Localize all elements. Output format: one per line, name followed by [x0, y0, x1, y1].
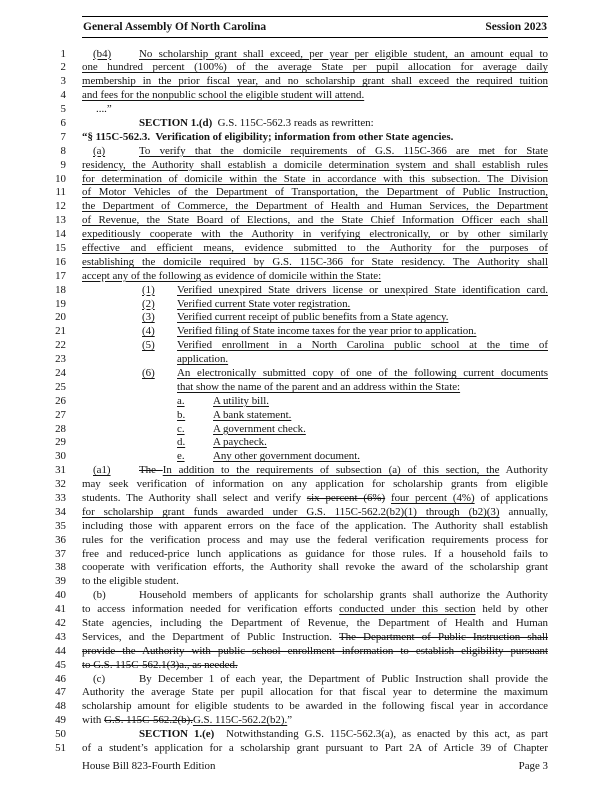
text-line — [0, 436, 612, 450]
text-line — [0, 89, 612, 103]
line-number: 21 — [55, 325, 66, 338]
text-line — [0, 728, 612, 742]
line-text — [213, 436, 548, 450]
list-marker: (2) — [142, 297, 155, 310]
bold-text: “§ 115C-562.3. Verification of eligibility; information from other State agencies. — [82, 130, 454, 143]
line-number: 1 — [60, 47, 66, 60]
line-number: 49 — [55, 714, 66, 727]
list-marker: e. — [177, 450, 185, 463]
inserted-text: establishing the domicile required by G.S. 115C-366 for State residency. The Authority shall — [82, 255, 548, 268]
page-header — [82, 16, 548, 38]
inserted-text: residency, the Authority shall establish a domicile determination system and shall establish rules — [82, 158, 548, 171]
line-text — [96, 103, 548, 117]
plain-text: G.S. 115C-562.3 reads as rewritten: — [212, 116, 374, 129]
line-number: 46 — [55, 672, 66, 685]
inserted-text: A bank statement. — [213, 408, 292, 421]
line-text — [139, 464, 548, 478]
plain-text: free and reduced-price lunch applications as guidance for those rules. If a household fails to — [82, 547, 548, 560]
text-line — [0, 395, 612, 409]
plain-text: Services, and the Department of Public Instruction. — [82, 630, 340, 643]
line-number: 34 — [55, 505, 66, 518]
text-line — [0, 659, 612, 673]
line-number: 28 — [55, 422, 66, 435]
line-text — [82, 173, 548, 187]
text-line — [0, 478, 612, 492]
text-line — [0, 603, 612, 617]
text-line — [0, 242, 612, 256]
deleted-text: G.S. 115C-562.2(b). — [104, 714, 193, 727]
list-marker: (3) — [142, 311, 155, 324]
text-line — [0, 256, 612, 270]
list-marker: a. — [177, 394, 185, 407]
line-text — [82, 200, 548, 214]
plain-text: with — [82, 714, 105, 727]
list-marker: (c) — [93, 672, 106, 685]
line-text — [82, 256, 548, 270]
inserted-text: Verified enrollment in a North Carolina public school at the time of — [177, 339, 548, 352]
plain-text: including those with apparent errors on the face of the application. The Authority shall establish — [82, 519, 548, 532]
line-text — [82, 506, 548, 520]
text-line — [0, 534, 612, 548]
inserted-text: application. — [177, 353, 229, 366]
list-marker: (b4) — [93, 47, 112, 60]
inserted-text: of Motor Vehicles of the Department of Transportation, the Department of Public Instruction, — [82, 186, 548, 199]
list-marker: d. — [177, 436, 186, 449]
text-line — [0, 631, 612, 645]
plain-text: By December 1 of each year, the Department of Public Instruction shall provide the — [139, 672, 548, 685]
line-number: 17 — [55, 269, 66, 282]
plain-text: annually, — [499, 505, 548, 518]
header-session: Session 2023 — [485, 21, 547, 33]
line-number: 13 — [55, 214, 66, 227]
line-text — [213, 395, 548, 409]
line-text — [82, 548, 548, 562]
line-text — [139, 673, 548, 687]
line-number: 42 — [55, 617, 66, 630]
inserted-text: Verified unexpired State drivers license or unexpired State identification card. — [177, 283, 548, 296]
line-text — [177, 311, 548, 325]
line-text — [139, 589, 548, 603]
text-line — [0, 423, 612, 437]
plain-text: Authority the average State per pupil allocation for that fiscal year to determine the maximum — [82, 686, 548, 699]
text-line — [0, 311, 612, 325]
line-number: 43 — [55, 630, 66, 643]
line-text — [213, 423, 548, 437]
line-number: 3 — [60, 75, 66, 88]
list-marker: (5) — [142, 339, 155, 352]
list-marker: (1) — [142, 283, 155, 296]
text-line — [0, 673, 612, 687]
text-line — [0, 450, 612, 464]
line-text — [82, 270, 548, 284]
line-text — [213, 450, 548, 464]
plain-text: to the eligible student. — [82, 575, 179, 588]
line-text — [177, 325, 548, 339]
inserted-text: of Revenue, the State Board of Elections, and the State Chief Information Officer each shall — [82, 214, 548, 227]
line-text — [177, 381, 548, 395]
line-number: 8 — [60, 144, 66, 157]
text-line — [0, 270, 612, 284]
inserted-text: accept any of the following as evidence of domicile within the State: — [82, 269, 382, 282]
line-text — [82, 686, 548, 700]
line-number: 12 — [55, 200, 66, 213]
deleted-text: to G.S. 115C-562.1(3)a., as needed. — [82, 658, 238, 671]
line-text — [82, 561, 548, 575]
inserted-text: four percent (4%) — [390, 492, 475, 504]
line-text — [82, 714, 548, 728]
line-text — [82, 214, 548, 228]
deleted-text: The Department of Public Instruction shall — [339, 630, 548, 643]
text-line — [0, 200, 612, 214]
text-line — [0, 117, 612, 131]
line-text — [82, 131, 548, 145]
line-number: 45 — [55, 658, 66, 671]
text-line — [0, 103, 612, 117]
text-line — [0, 339, 612, 353]
line-number: 50 — [55, 728, 66, 741]
inserted-text: A utility bill. — [213, 394, 269, 407]
text-line — [0, 492, 612, 506]
text-line — [0, 186, 612, 200]
line-number: 48 — [55, 700, 66, 713]
plain-text: ” — [287, 714, 293, 727]
line-text — [177, 284, 548, 298]
line-number: 5 — [60, 103, 66, 116]
line-number: 32 — [55, 478, 66, 491]
text-line — [0, 617, 612, 631]
inserted-text: Verified filing of State income taxes for the year prior to application. — [177, 325, 477, 338]
text-line — [0, 228, 612, 242]
list-marker: (4) — [142, 325, 155, 338]
text-line — [0, 145, 612, 159]
line-text — [82, 89, 548, 103]
plain-text: scholarship amount for eligible students to be awarded in the following fiscal year in accordance — [82, 700, 548, 713]
line-text — [82, 242, 548, 256]
deleted-text: The — [139, 464, 163, 477]
text-line — [0, 353, 612, 367]
plain-text: ....” — [96, 103, 112, 116]
line-text — [177, 339, 548, 353]
line-number: 47 — [55, 686, 66, 699]
line-text — [82, 645, 548, 659]
inserted-text: membership in the prior fiscal year, and no scholarship grant shall exceed the required tuition — [82, 75, 548, 88]
inserted-text: for determination of domicile within the State in accordance with this subsection. The Division — [82, 172, 548, 185]
line-text — [82, 659, 548, 673]
text-line — [0, 742, 612, 756]
line-number: 9 — [60, 158, 66, 171]
inserted-text: Any other government document. — [213, 450, 360, 463]
text-line — [0, 48, 612, 62]
text-line — [0, 520, 612, 534]
line-number: 40 — [55, 589, 66, 602]
plain-text: to access information needed for verification efforts — [82, 603, 340, 616]
line-number: 33 — [55, 492, 66, 504]
deleted-text: six percent (6%) — [306, 492, 386, 504]
inserted-text: In addition to the requirements of subsection (a) of this section, the — [162, 464, 500, 477]
inserted-text: and fees for the nonpublic school the eligible student will attend. — [82, 89, 365, 102]
list-marker: b. — [177, 408, 186, 421]
text-line — [0, 214, 612, 228]
plain-text: held by other — [475, 603, 548, 616]
line-text — [139, 728, 548, 742]
list-marker: (b) — [93, 589, 106, 602]
line-number: 37 — [55, 547, 66, 560]
line-number: 31 — [55, 464, 66, 477]
list-marker: c. — [177, 422, 185, 435]
deleted-text: provide the Authority with public school enrollment information to establish eligibility pursuant — [82, 644, 548, 657]
inserted-text: An electronically submitted copy of one of the following current documents — [177, 366, 548, 379]
line-number: 18 — [55, 283, 66, 296]
line-number: 44 — [55, 644, 66, 657]
line-number: 36 — [55, 533, 66, 546]
line-text — [82, 575, 548, 589]
plain-text: may seek verification of information on any application for scholarship grants from eligible — [82, 478, 548, 491]
inserted-text: expeditiously cooperate with the Authority in verifying electronically, or by other similarly — [82, 228, 548, 241]
list-marker: (a) — [93, 144, 106, 157]
text-line — [0, 381, 612, 395]
line-text — [139, 48, 548, 62]
line-text — [82, 61, 548, 75]
plain-text: of a student’s application for a scholarship grant pursuant to Part 2A of Article 39 of Chapter — [82, 742, 548, 755]
line-text — [82, 228, 548, 242]
bold-text: SECTION 1.(e) — [139, 728, 215, 741]
line-number: 22 — [55, 339, 66, 352]
plain-text: Notwithstanding G.S. 115C-562.3(a), as enacted by this act, as part — [214, 728, 548, 741]
inserted-text: that show the name of the parent and an address within the State: — [177, 380, 461, 393]
plain-text: students. The Authority shall select and verify — [82, 492, 307, 504]
line-number: 7 — [60, 130, 66, 143]
line-number: 30 — [55, 450, 66, 463]
text-line — [0, 548, 612, 562]
footer-page-number: Page 3 — [518, 760, 548, 772]
inserted-text: G.S. 115C-562.2(b2). — [192, 714, 288, 727]
inserted-text: conducted under this section — [339, 603, 476, 616]
line-text — [82, 520, 548, 534]
inserted-text: Verified current receipt of public benefits from a State agency. — [177, 311, 449, 324]
page-footer — [82, 760, 548, 772]
text-line — [0, 700, 612, 714]
text-line — [0, 561, 612, 575]
line-text — [82, 534, 548, 548]
line-text — [82, 603, 548, 617]
line-number: 38 — [55, 561, 66, 574]
line-number: 39 — [55, 575, 66, 588]
text-line — [0, 409, 612, 423]
line-text — [82, 492, 548, 506]
line-number: 14 — [55, 228, 66, 241]
line-text — [139, 145, 548, 159]
text-line — [0, 159, 612, 173]
text-line — [0, 589, 612, 603]
list-marker: (a1) — [93, 464, 111, 477]
line-number: 25 — [55, 380, 66, 393]
line-number: 6 — [60, 116, 66, 129]
line-number: 19 — [55, 297, 66, 310]
text-line — [0, 75, 612, 89]
plain-text: cooperate with verification efforts, the Authority shall revoke the award of the scholarship grant — [82, 561, 548, 574]
line-number: 35 — [55, 519, 66, 532]
text-line — [0, 298, 612, 312]
line-text — [82, 631, 548, 645]
line-number: 29 — [55, 436, 66, 449]
inserted-text: A government check. — [213, 422, 306, 435]
line-number: 23 — [55, 353, 66, 366]
plain-text: rules for the verification process and may use the federal verification requirements process for — [82, 533, 548, 546]
line-text — [82, 617, 548, 631]
line-number: 24 — [55, 366, 66, 379]
line-number: 41 — [55, 603, 66, 616]
list-marker: (6) — [142, 366, 155, 379]
text-line — [0, 325, 612, 339]
line-number: 10 — [55, 172, 66, 185]
line-text — [82, 159, 548, 173]
line-text — [82, 75, 548, 89]
line-text — [177, 353, 548, 367]
line-text — [82, 478, 548, 492]
text-line — [0, 506, 612, 520]
line-number: 27 — [55, 408, 66, 421]
text-line — [0, 575, 612, 589]
line-text — [82, 700, 548, 714]
text-line — [0, 686, 612, 700]
text-line — [0, 173, 612, 187]
line-number: 4 — [60, 89, 66, 102]
line-number: 26 — [55, 394, 66, 407]
plain-text: State agencies, including the Department of Revenue, the Department of Health and Human — [82, 617, 548, 630]
text-line — [0, 645, 612, 659]
inserted-text: effective and efficient means, evidence submitted to the Authority for the purposes of — [82, 241, 548, 254]
line-number: 11 — [55, 186, 66, 199]
inserted-text: for scholarship grant funds awarded under G.S. 115C-562.2(b2)(1) through (b2)(3) — [82, 505, 500, 518]
line-text — [177, 298, 548, 312]
text-line — [0, 131, 612, 145]
document-lines — [0, 48, 612, 756]
inserted-text: To verify that the domicile requirements of G.S. 115C-366 are met for State — [139, 144, 548, 157]
bold-text: SECTION 1.(d) — [139, 116, 213, 129]
text-line — [0, 464, 612, 478]
inserted-text: the Department of Commerce, the Department of Health and Human Services, the Department — [82, 200, 548, 213]
text-line — [0, 284, 612, 298]
inserted-text: A paycheck. — [213, 436, 267, 449]
line-number: 20 — [55, 311, 66, 324]
plain-text: Authority — [499, 464, 548, 477]
footer-document-title: House Bill 823-Fourth Edition — [82, 760, 216, 772]
line-text — [177, 367, 548, 381]
header-title: General Assembly Of North Carolina — [83, 21, 267, 33]
text-line — [0, 714, 612, 728]
inserted-text: Verified current State voter registration. — [177, 297, 351, 310]
line-text — [82, 742, 548, 756]
line-text — [139, 117, 548, 131]
plain-text: Household members of applicants for scholarship grants shall authorize the Authority — [139, 589, 548, 602]
line-number: 2 — [60, 61, 66, 74]
line-number: 15 — [55, 241, 66, 254]
line-text — [213, 409, 548, 423]
inserted-text: one hundred percent (100%) of the average State per pupil allocation for average daily — [82, 61, 548, 74]
text-line — [0, 367, 612, 381]
text-line — [0, 61, 612, 75]
inserted-text: No scholarship grant shall exceed, per year per eligible student, an amount equal to — [139, 47, 548, 60]
line-number: 16 — [55, 255, 66, 268]
line-number: 51 — [55, 742, 66, 755]
plain-text: of applications — [474, 492, 548, 504]
line-text — [82, 186, 548, 200]
